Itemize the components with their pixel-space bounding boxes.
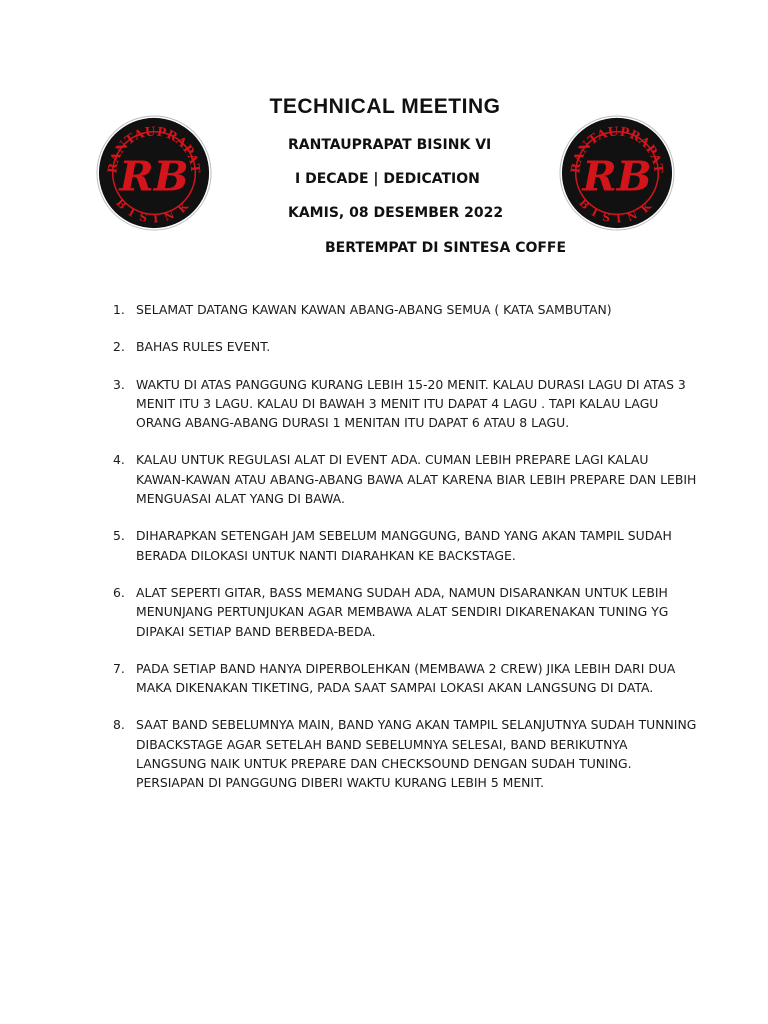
item-number: 1. <box>113 302 125 317</box>
rantauprapat-bisink-logo-right <box>558 114 676 232</box>
item-text: DIHARAPKAN SETENGAH JAM SEBELUM MANGGUNG, BAND YANG AKAN TAMPIL SUDAH BERADA DILOKASI UNTUK NANTI DIARAHKAN KE BACKSTAGE. <box>136 528 672 563</box>
svg-text:RANTAUPRAPAT: RANTAUPRAPAT <box>567 123 667 175</box>
item-text: SAAT BAND SEBELUMNYA MAIN, BAND YANG AKAN TAMPIL SELANJUTNYA SUDAH TUNNING DIBACKSTAGE AGAR SETELAH BAND SEBELUMNYA SELESAI, BAND BERIKUTNYA LANGSUNG NAIK UNTUK PREPARE DAN CHECKSOUND DENGAN SUDAH TUNING. PERSIAPAN DI PANGGUNG DIBERI WAKTU KURANG LEBIH 5 MENIT. <box>136 717 697 791</box>
list-item <box>108 526 698 565</box>
item-text: ALAT SEPERTI GITAR, BASS MEMANG SUDAH ADA, NAMUN DISARANKAN UNTUK LEBIH MENUNJANG PERTUNJUKAN AGAR MEMBAWA ALAT SENDIRI DIKARENAKAN TUNING YG DIPAKAI SETIAP BAND BERBEDA-BEDA. <box>136 584 669 639</box>
list-item <box>108 659 698 698</box>
item-text: KALAU UNTUK REGULASI ALAT DI EVENT ADA. CUMAN LEBIH PREPARE LAGI KALAU KAWAN-KAWAN ATAU ABANG-ABANG BAWA ALAT KARENA BIAR LEBIH PREPARE DAN LEBIH MENGUASAI ALAT YANG DI BAWA. <box>136 452 697 507</box>
list-item <box>108 337 698 356</box>
item-number: 3. <box>113 376 125 392</box>
item-number: 6. <box>113 584 125 600</box>
item-number: 4. <box>113 452 125 468</box>
list-item <box>108 450 698 508</box>
event-name: RANTAUPRAPAT BISINK VI <box>288 137 492 153</box>
rantauprapat-bisink-logo-left <box>95 114 213 232</box>
item-number: 5. <box>113 528 125 544</box>
event-date: KAMIS, 08 DESEMBER 2022 <box>288 205 504 221</box>
item-number: 2. <box>113 339 125 355</box>
item-text: PADA SETIAP BAND HANYA DIPERBOLEHKAN (MEMBAWA 2 CREW) JIKA LEBIH DARI DUA MAKA DIKENAKAN TIKETING, PADA SAAT SAMPAI LOKASI AKAN LANGSUNG DI DATA. <box>136 660 676 696</box>
list-item <box>108 375 698 433</box>
item-text: BAHAS RULES EVENT. <box>136 339 271 355</box>
list-item <box>108 715 698 792</box>
list-item <box>108 583 698 641</box>
item-text: WAKTU DI ATAS PANGGUNG KURANG LEBIH 15-20 MENIT. KALAU DURASI LAGU DI ATAS 3 MENIT ITU 3 LAGU. KALAU DI BAWAH 3 MENIT ITU DAPAT 4 LAGU . TAPI KALAU LAGU ORANG ABANG-ABANG DURASI 1 MENITAN ITU DAPAT 6 ATAU 8 LAGU. <box>136 376 686 431</box>
list-item <box>108 300 698 319</box>
item-text: SELAMAT DATANG KAWAN KAWAN ABANG-ABANG SEMUA ( KATA SAMBUTAN) <box>136 302 612 317</box>
agenda-list <box>108 300 698 811</box>
document-title: TECHNICAL MEETING <box>269 95 501 118</box>
item-number: 8. <box>113 717 125 733</box>
event-venue: BERTEMPAT DI SINTESA COFFE <box>325 240 567 256</box>
svg-text:BISINK: BISINK <box>576 196 658 226</box>
svg-text:RB: RB <box>582 151 652 201</box>
item-number: 7. <box>113 660 125 676</box>
svg-text:RANTAUPRAPAT: RANTAUPRAPAT <box>104 123 204 175</box>
event-tagline: I DECADE | DEDICATION <box>295 171 480 187</box>
svg-text:RB: RB <box>119 151 189 201</box>
svg-text:BISINK: BISINK <box>113 196 195 226</box>
